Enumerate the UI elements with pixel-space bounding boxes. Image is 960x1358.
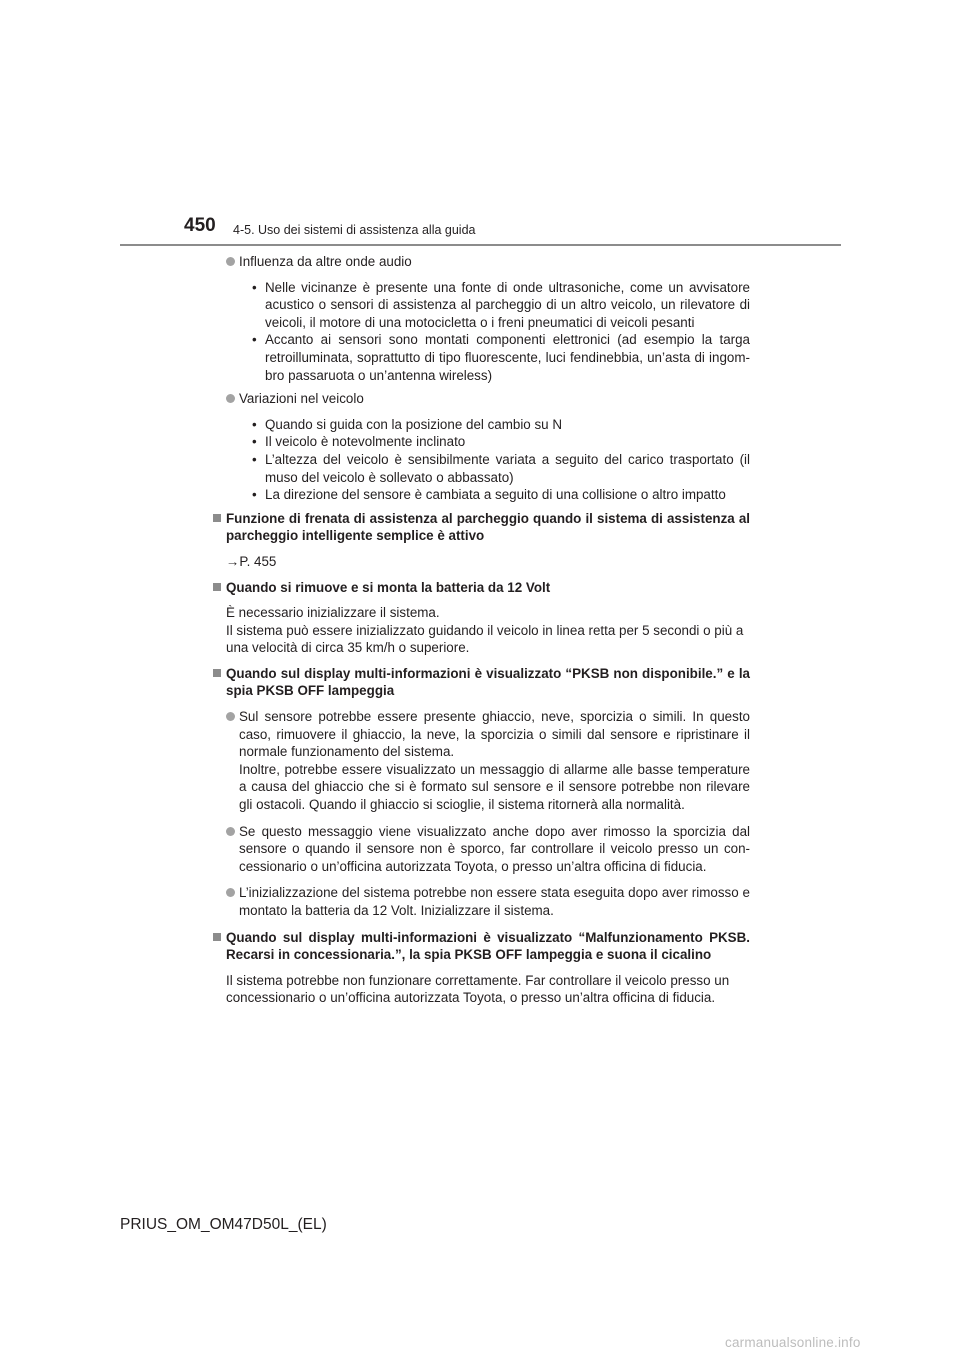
list-item: • Il veicolo è notevolmente inclinato bbox=[252, 434, 466, 450]
header-divider bbox=[120, 244, 841, 246]
section-heading-battery bbox=[210, 579, 750, 597]
watermark: carmanualsonline.info bbox=[725, 1335, 861, 1350]
circle-bullet-icon bbox=[226, 257, 235, 266]
heading-text: Funzione di frenata di assistenza al parcheggio quando il sistema di assistenza al parcheggio intelligente semplice è attivo bbox=[226, 510, 750, 544]
page-reference: →P. 455 bbox=[226, 553, 277, 569]
dot-section-title: Variazioni nel veicolo bbox=[239, 391, 364, 407]
section-heading-pksb-malfunction bbox=[210, 929, 750, 964]
paragraph: Il sistema potrebbe non funzionare correttamente. Far controllare il veicolo presso un concessionario o un’officina autorizzata Toyota, o presso un’altra officina di fiducia. bbox=[226, 972, 730, 1006]
dot-paragraph: Sul sensore potrebbe essere presente ghiaccio, neve, sporcizia o simili. In questo caso, rimuovere il ghiaccio, la neve, la sporcizia o simili dal sensore e ripristinare il normale funzionamento del sistema. Inoltre, potrebbe essere visualizzato un messaggio di allarme alle basse temperature a causa del ghiaccio che si è formato sul sensore e il sensore potrebbe non rilevare gli ostacoli. Quando il ghiaccio si scioglie, il sistema ritornerà alla normalità. bbox=[239, 708, 750, 814]
list-item: • La direzione del sensore è cambiata a seguito di una collisione o altro impatto bbox=[252, 487, 726, 503]
section-heading-pksb-unavailable bbox=[210, 665, 750, 700]
circle-bullet-icon bbox=[226, 712, 235, 721]
circle-bullet-icon bbox=[226, 888, 235, 897]
dot-paragraph: Se questo messaggio viene visualizzato anche dopo aver rimosso la sporcizia dal sensore o quando il sensore non è sporco, far controllare il veicolo presso un con-cessionario o un’officina autorizzata Toyota, o presso un’altra officina di fiducia. bbox=[239, 823, 750, 876]
heading-text: Quando si rimuove e si monta la batteria da 12 Volt bbox=[226, 579, 551, 595]
page-number: 450 bbox=[184, 215, 216, 236]
section-title: 4-5. Uso dei sistemi di assistenza alla guida bbox=[233, 223, 476, 237]
square-bullet-icon bbox=[213, 583, 221, 591]
circle-bullet-icon bbox=[226, 827, 235, 836]
list-item: • Quando si guida con la posizione del cambio su N bbox=[252, 416, 563, 432]
list-item: • L’altezza del veicolo è sensibilmente variata a seguito del carico trasportato (il muso del veicolo è sollevato o abbassato) bbox=[252, 451, 750, 485]
section-heading-braking bbox=[210, 510, 750, 545]
page-content bbox=[210, 253, 750, 1015]
list-item: • Nelle vicinanze è presente una fonte di onde ultrasoniche, come un avvisatore acustico o sensori di assistenza al parcheggio di un altro veicolo, un rilevatore di veicoli, il motore di una motocicletta o i freni pneumatici di veicoli pesanti bbox=[252, 279, 750, 330]
dot-paragraph: L’inizializzazione del sistema potrebbe non essere stata eseguita dopo aver rimosso e montato la batteria da 12 Volt. Inizializzare il sistema. bbox=[239, 884, 750, 919]
dot-section-audio-waves bbox=[210, 253, 750, 271]
dot-section-vehicle-changes bbox=[210, 390, 750, 408]
sub-list bbox=[252, 279, 750, 385]
paragraph: È necessario inizializzare il sistema. Il sistema può essere inizializzato guidando il veicolo in linea retta per 5 secondi o più a una velocità di circa 35 km/h o superiore. bbox=[226, 605, 744, 656]
circle-bullet-icon bbox=[226, 394, 235, 403]
square-bullet-icon bbox=[213, 669, 221, 677]
heading-text: Quando sul display multi-informazioni è visualizzato “Malfunzionamento PKSB. Recarsi in concessionaria.”, la spia PKSB OFF lampeggia e suona il cicalino bbox=[226, 929, 750, 963]
dot-section-title: Influenza da altre onde audio bbox=[239, 254, 412, 269]
sub-list bbox=[252, 416, 750, 504]
footer-doc-code: PRIUS_OM_OM47D50L_(EL) bbox=[120, 1216, 327, 1233]
heading-text: Quando sul display multi-informazioni è visualizzato “PKSB non disponibile.” e la spia PKSB OFF lampeggia bbox=[226, 665, 750, 699]
list-item: • Accanto ai sensori sono montati componenti elettronici (ad esempio la targa retroilluminata, soprattutto di tipo fluorescente, luci fendinebbia, un’asta di ingom-bro passaruota o un’antenna wireless) bbox=[252, 332, 750, 383]
square-bullet-icon bbox=[213, 933, 221, 941]
square-bullet-icon bbox=[213, 514, 221, 522]
